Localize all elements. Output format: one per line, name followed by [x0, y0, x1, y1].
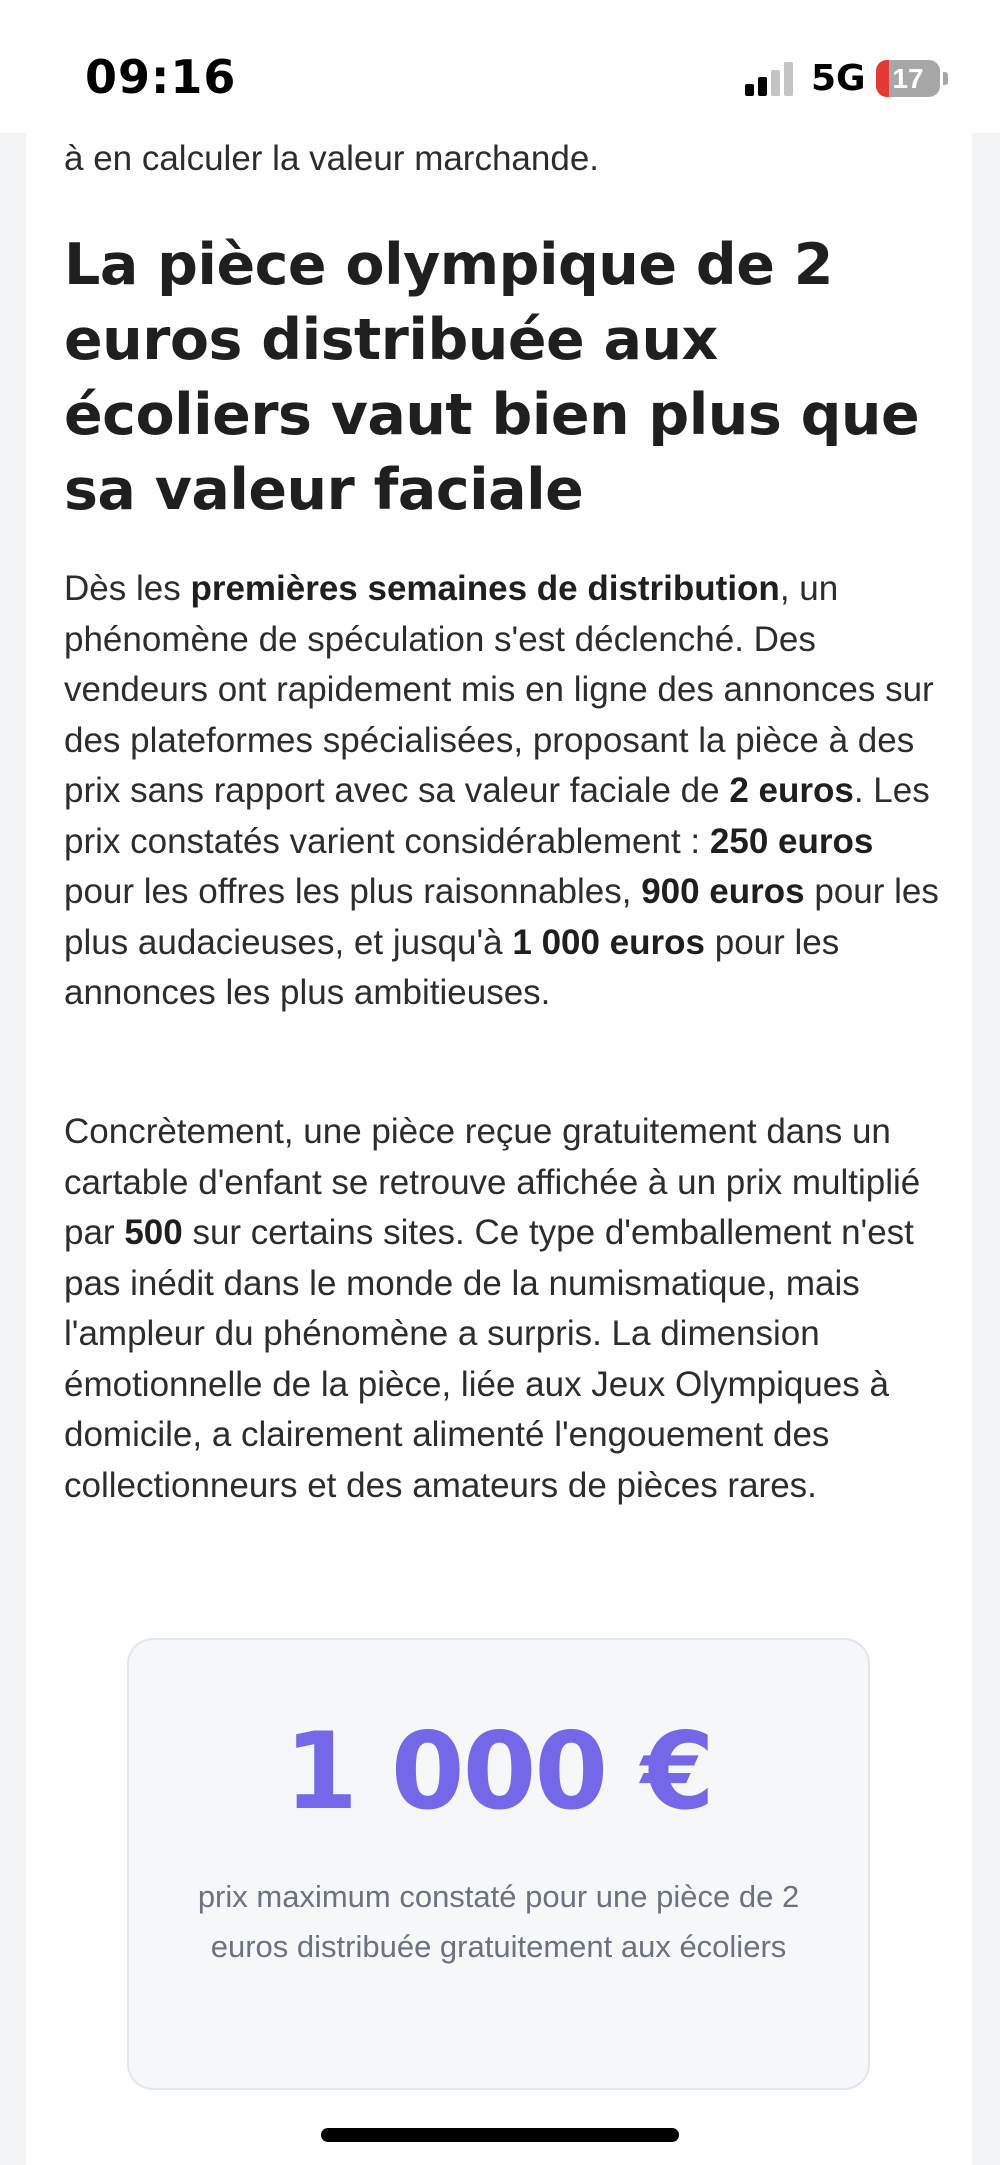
emphasis-text: 2 euros — [729, 771, 854, 810]
stat-callout — [127, 1638, 870, 2090]
home-indicator[interactable] — [321, 2128, 679, 2142]
stat-caption: prix maximum constaté pour une pièce de 2 euros distribuée gratuitement aux écoliers — [197, 1879, 800, 1964]
section-heading: La pièce olympique de 2 euros distribuée aux écoliers vaut bien plus que sa valeur faciale — [64, 232, 920, 523]
emphasis-text: 500 — [124, 1213, 183, 1252]
body-text: . Les prix constatés varient considérablement : — [64, 771, 930, 861]
body-text: pour les annonces les plus ambitieuses. — [64, 922, 840, 1012]
cellular-signal-icon — [745, 62, 795, 96]
previous-paragraph-end: à en calculer la valeur marchande. — [64, 139, 600, 178]
emphasis-text: 250 euros — [709, 821, 874, 861]
status-bar — [0, 0, 1000, 133]
body-text: Dès les — [64, 569, 191, 608]
emphasis-text: 1 000 euros — [512, 922, 705, 962]
body-text: pour les offres les plus raisonnables, — [64, 872, 642, 911]
paragraph-concretely — [64, 1107, 944, 1511]
body-text: sur certains sites. Ce type d'emballement n'est pas inédit dans le monde de la numismatique, mais l'ampleur du phénomène a surpris. La dimension émotionnelle de la pièce, liée aux Jeux Olympiques à domicile, a clairement alimenté l'engouement des collectionneurs et des amateurs de pièces rares. — [64, 1213, 914, 1505]
network-type: 5G — [811, 58, 866, 99]
stat-value: 1 000 € — [284, 1710, 713, 1833]
body-text: , un phénomène de spéculation s'est déclenché. Des vendeurs ont rapidement mis en ligne des annonces sur des plateformes spécialisées, proposant la pièce à des prix sans rapport avec sa valeur faciale de — [64, 569, 934, 810]
body-text: Concrètement, une pièce reçue gratuitement dans un cartable d'enfant se retrouve affichée à un prix multiplié par — [64, 1112, 921, 1252]
battery-cap — [943, 72, 948, 85]
battery-icon — [876, 60, 940, 97]
battery-level: 17 — [892, 63, 924, 94]
body-text: pour les plus audacieuses, et jusqu'à — [64, 872, 939, 962]
emphasis-text: 900 euros — [641, 872, 805, 911]
status-time: 09:16 — [85, 50, 237, 104]
emphasis-text: premières semaines de distribution — [190, 569, 780, 608]
paragraph-speculation — [64, 564, 944, 1019]
